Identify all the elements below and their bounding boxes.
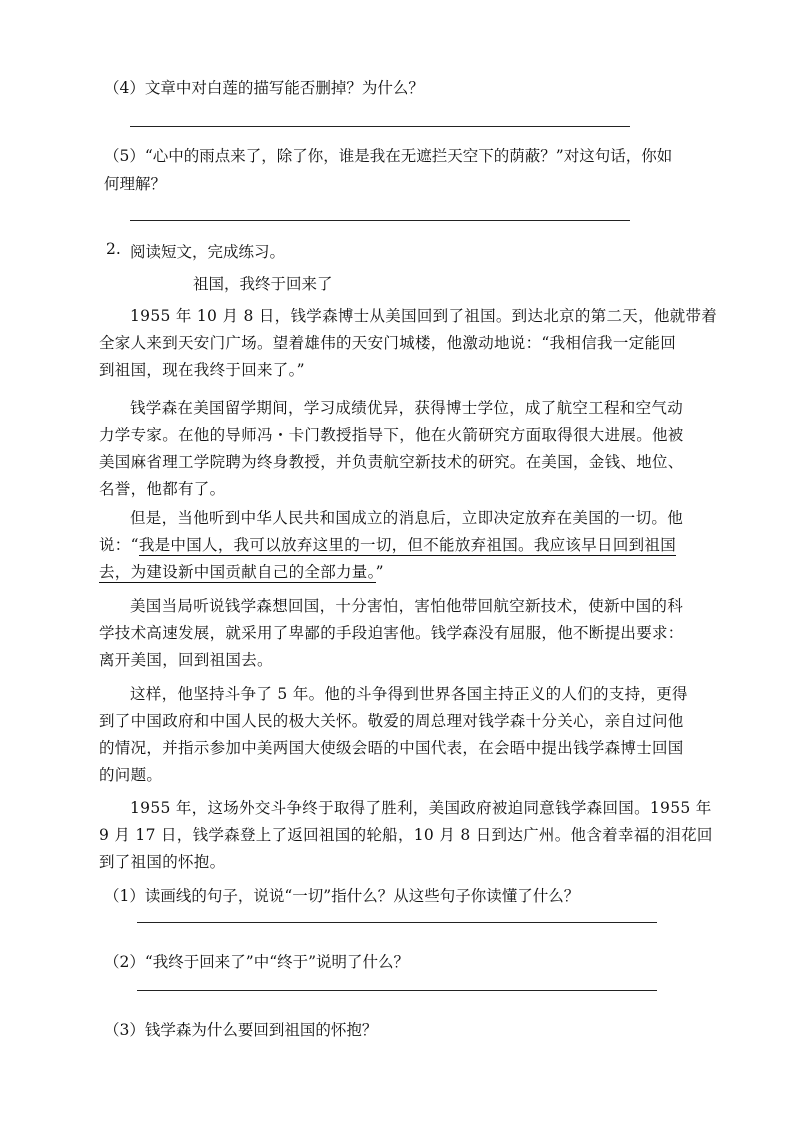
question-3: （3）钱学森为什么要回到祖国的怀抱？: [104, 1021, 378, 1039]
p1-line2: 全家人来到天安门广场。望着雄伟的天安门城楼，他激动地说：“我相信我一定能回: [99, 334, 677, 352]
p6-line1: 1955 年，这场外交斗争终于取得了胜利，美国政府被迫同意钱学森回国。1955 年: [130, 799, 712, 817]
p3-line3: [99, 560, 384, 582]
question-1: （1）读画线的句子，说说“一切”指什么？从这些句子你读懂了什么？: [104, 887, 580, 905]
underlined-sentence-2: 去，为建设新中国贡献自己的全部力量。: [99, 563, 376, 581]
p3-line2: [99, 533, 676, 555]
p5-line2: 到了中国政府和中国人民的极大关怀。敬爱的周总理对钱学森十分关心，亲自过问他: [99, 712, 684, 730]
p2-line1: 钱学森在美国留学期间，学习成绩优异，获得博士学位，成了航空工程和空气动: [130, 399, 684, 417]
p6-line3: 到了祖国的怀抱。: [99, 853, 226, 871]
p2-line4: 名誉，他都有了。: [99, 480, 226, 498]
section-2-instruction: 阅读短文，完成练习。: [130, 243, 286, 261]
p1-line1: 1955 年 10 月 8 日，钱学森博士从美国回到了祖国。到达北京的第二天，他就带着: [130, 307, 718, 325]
question-2: （2）“我终于回来了”中“终于”说明了什么？: [104, 953, 410, 971]
underlined-sentence-1: 我是中国人，我可以放弃这里的一切，但不能放弃祖国。我应该早日回到祖国: [138, 536, 677, 554]
answer-line-q4[interactable]: [130, 126, 630, 127]
question-4-prev: （4）文章中对白莲的描写能否删掉？为什么？: [104, 79, 424, 97]
question-5-prev-line2: 何理解？: [104, 175, 167, 193]
answer-line-q5[interactable]: [130, 220, 630, 221]
article-title: 祖国，我终于回来了: [193, 275, 333, 293]
p5-line4: 的问题。: [99, 766, 163, 784]
question-5-prev-line1: （5）“心中的雨点来了，除了你，谁是我在无遮拦天空下的荫蔽？”对这句话，你如: [104, 147, 673, 165]
answer-line-2[interactable]: [137, 990, 657, 991]
p5-line3: 的情况，并指示参加中美两国大使级会晤的中国代表，在会晤中提出钱学森博士回国: [99, 739, 684, 757]
p4-line2: 学技术高速发展，就采用了卑鄙的手段迫害他。钱学森没有屈服，他不断提出要求：: [99, 624, 684, 642]
p3-line3-suffix: ”: [375, 563, 384, 581]
p6-line2: 9 月 17 日，钱学森登上了返回祖国的轮船，10 月 8 日到达广州。他含着幸福的泪花回: [99, 826, 713, 844]
p4-line3: 离开美国，回到祖国去。: [99, 651, 273, 669]
answer-line-1[interactable]: [137, 922, 657, 923]
p2-line2: 力学专家。在他的导师冯・卡门教授指导下，他在火箭研究方面取得很大进展。他被: [99, 426, 684, 444]
section-2-number: 2.: [106, 240, 121, 258]
p1-line3: 到祖国，现在我终于回来了。”: [99, 361, 305, 379]
p3-line1: 但是，当他听到中华人民共和国成立的消息后，立即决定放弃在美国的一切。他: [130, 509, 684, 527]
p5-line1: 这样，他坚持斗争了 5 年。他的斗争得到世界各国主持正义的人们的支持，更得: [130, 685, 688, 703]
p4-line1: 美国当局听说钱学森想回国，十分害怕，害怕他带回航空新技术，使新中国的科: [130, 597, 684, 615]
p2-line3: 美国麻省理工学院聘为终身教授，并负责航空新技术的研究。在美国，金钱、地位、: [99, 453, 684, 471]
p3-line2-prefix: 说：“: [99, 536, 139, 554]
